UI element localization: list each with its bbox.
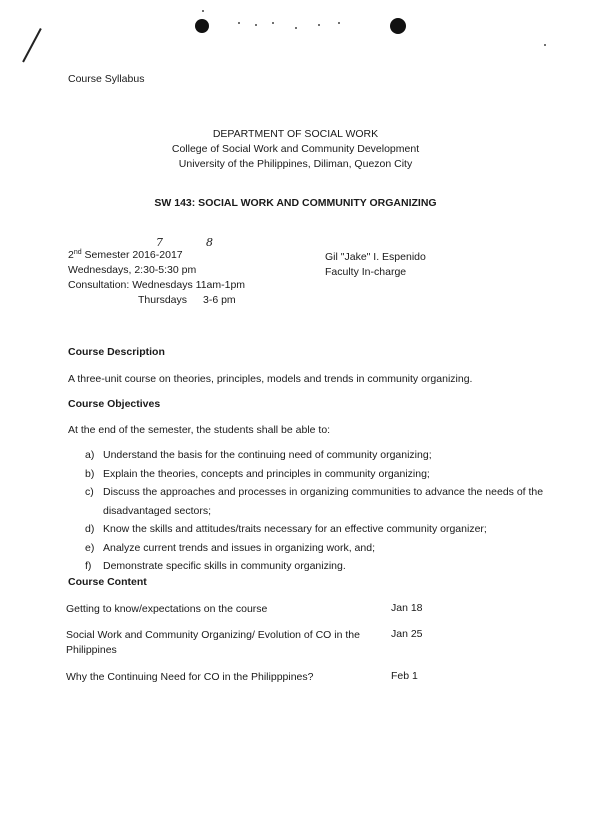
scan-speck — [544, 44, 546, 46]
list-item-text: Know the skills and attitudes/traits necessary for an effective community organizer; — [103, 523, 487, 535]
handwritten-correction-a: 7 — [156, 236, 163, 249]
consultation-time-2: 3-6 pm — [203, 294, 236, 306]
scan-speck — [202, 10, 204, 12]
scan-speck — [255, 24, 257, 26]
list-item — [85, 539, 555, 558]
objectives-heading: Course Objectives — [68, 398, 161, 410]
semester-suffix: nd — [73, 249, 82, 256]
list-marker: d) — [85, 523, 95, 535]
list-marker: a) — [85, 449, 95, 461]
punch-hole-right-mark — [390, 18, 406, 34]
semester-number: 2 — [68, 249, 74, 261]
semester-line — [68, 249, 183, 261]
description-text: A three-unit course on theories, principles, models and trends in community organizing. — [68, 373, 473, 385]
scan-speck — [295, 27, 297, 29]
list-item-text: Understand the basis for the continuing need of community organizing; — [103, 449, 432, 461]
department-name: DEPARTMENT OF SOCIAL WORK — [212, 128, 379, 140]
faculty-role: Faculty In-charge — [325, 266, 407, 278]
list-marker: f) — [85, 560, 92, 572]
content-topic: Social Work and Community Organizing/ Evolution of CO in the Philippines — [66, 629, 360, 656]
list-marker: e) — [85, 541, 95, 554]
list-item — [85, 446, 555, 465]
description-heading: Course Description — [68, 346, 165, 358]
punch-hole-left-mark — [195, 19, 209, 33]
pen-slash-mark — [22, 28, 42, 62]
content-date: Jan 25 — [391, 628, 423, 640]
list-item — [85, 465, 555, 484]
content-heading: Course Content — [68, 576, 147, 588]
scan-speck — [238, 22, 240, 24]
list-item — [85, 483, 555, 520]
class-time: Wednesdays, 2:30-5:30 pm — [68, 264, 197, 276]
college-name: College of Social Work and Community Development — [171, 143, 420, 155]
syllabus-label: Course Syllabus — [68, 73, 145, 85]
consultation-day-2: Thursdays — [138, 294, 188, 306]
consultation-line-1: Consultation: Wednesdays 11am-1pm — [68, 279, 246, 291]
list-item-text: Explain the theories, concepts and principles in community organizing; — [103, 467, 430, 480]
semester-text: Semester 2016-2017 — [81, 249, 183, 261]
handwritten-correction-b: 8 — [206, 236, 213, 249]
scan-speck — [318, 24, 320, 26]
list-item-text: Demonstrate specific skills in community organizing. — [103, 560, 346, 572]
university-name: University of the Philippines, Diliman, Quezon City — [178, 158, 413, 170]
objectives-intro: At the end of the semester, the students shall be able to: — [68, 424, 331, 436]
list-marker: b) — [85, 467, 95, 480]
content-topic: Getting to know/expectations on the course — [66, 603, 268, 615]
faculty-name: Gil "Jake" I. Espenido — [325, 251, 426, 263]
scan-speck — [272, 22, 274, 24]
list-item — [85, 520, 555, 539]
list-item-text: Analyze current trends and issues in organizing work, and; — [103, 541, 375, 554]
list-marker: c) — [85, 486, 94, 498]
list-item — [85, 557, 555, 576]
list-item-text: Discuss the approaches and processes in organizing communities to advance the needs of the disadvantaged sectors; — [103, 486, 544, 517]
objectives-list — [85, 446, 555, 576]
scan-speck — [338, 22, 340, 24]
content-date: Jan 18 — [391, 602, 423, 614]
content-topic: Why the Continuing Need for CO in the Philipppines? — [66, 671, 314, 683]
course-title: SW 143: SOCIAL WORK AND COMMUNITY ORGANIZING — [154, 197, 437, 209]
content-date: Feb 1 — [391, 670, 418, 682]
